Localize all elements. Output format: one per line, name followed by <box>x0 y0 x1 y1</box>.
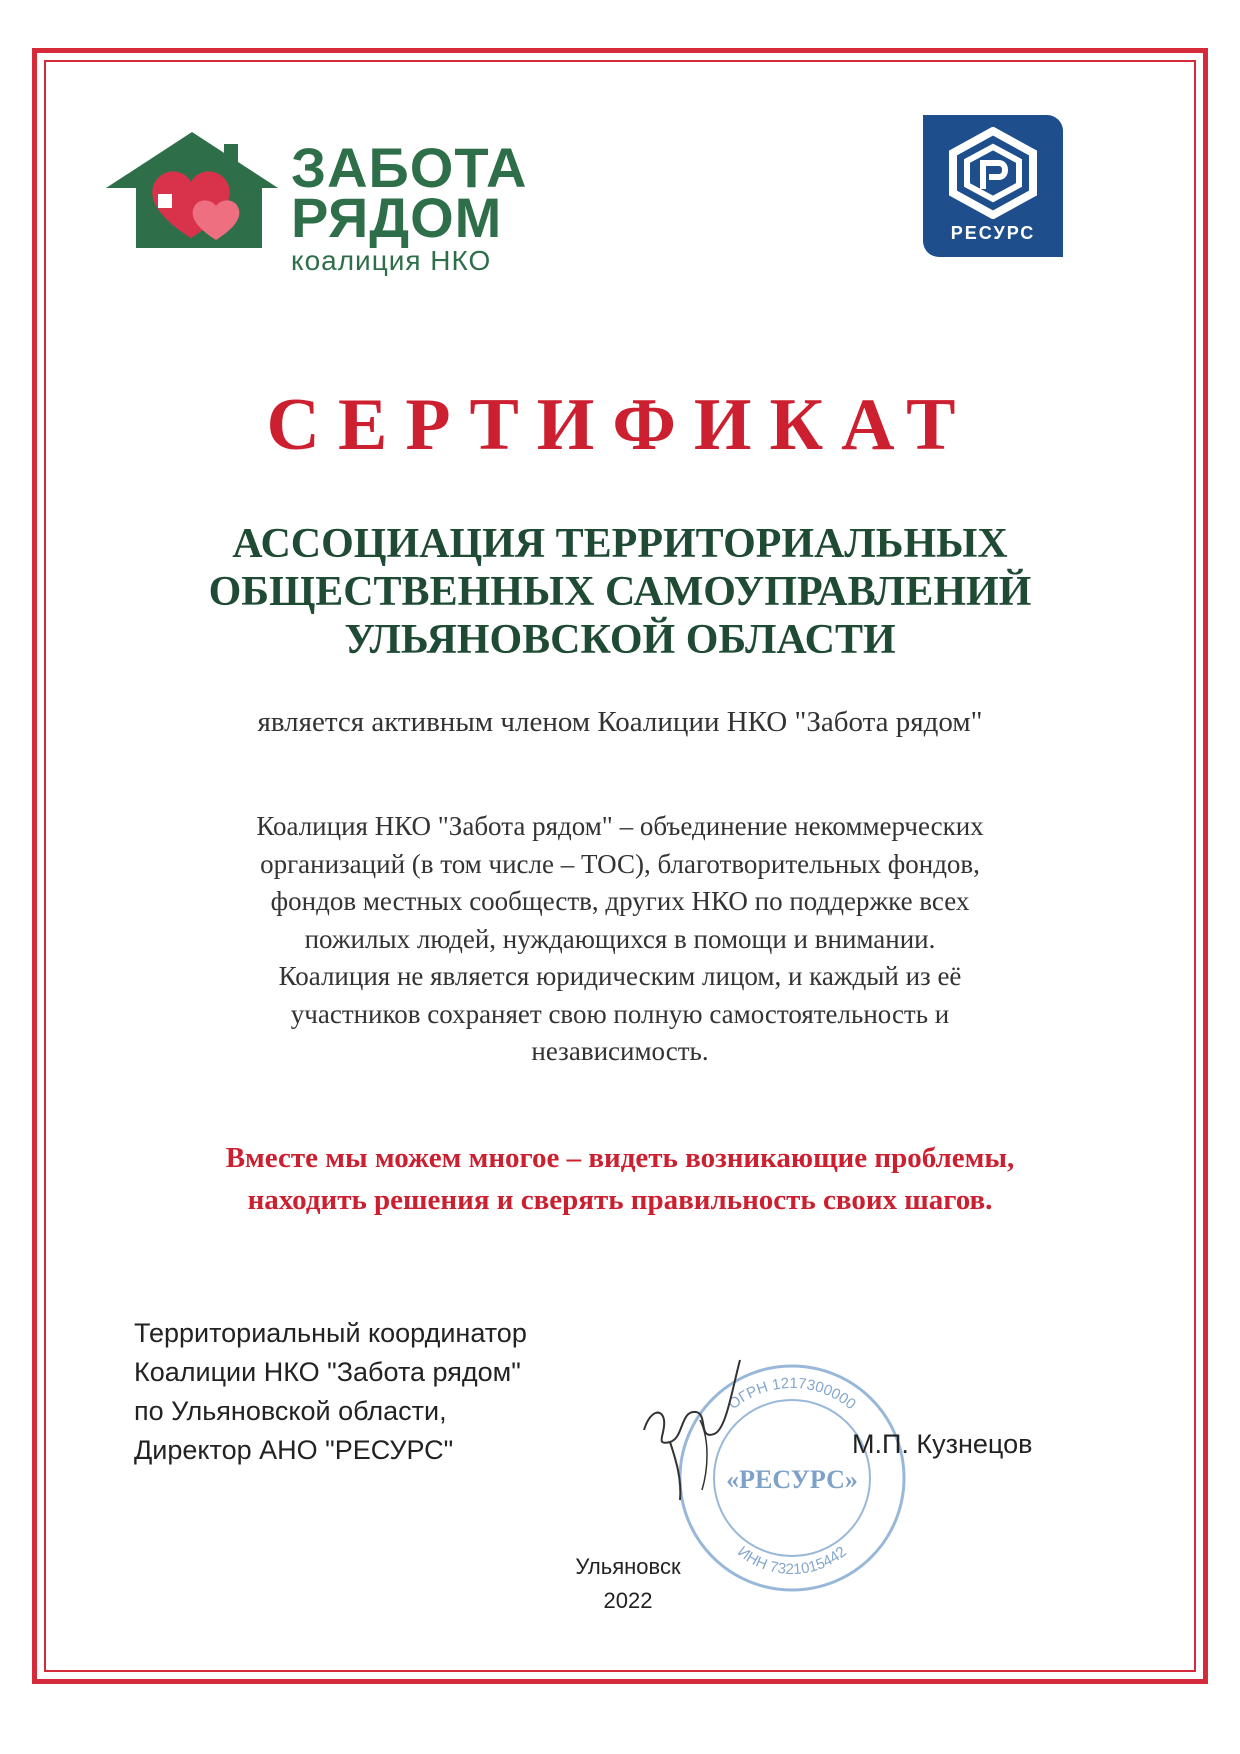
stamp-ring-top: ОГРН 1217300000 <box>725 1374 859 1414</box>
logo-brand-line1: ЗАБОТА <box>291 136 528 199</box>
hexagon-r-icon <box>943 127 1043 219</box>
signer-position <box>134 1314 527 1470</box>
house-heart-icon <box>96 130 286 265</box>
motto-line: находить решения и сверять правильность своих шагов. <box>247 1184 993 1216</box>
stamp-center-text: «РЕСУРС» <box>726 1465 858 1494</box>
membership-statement: является активным членом Коалиции НКО "Забота рядом" <box>257 706 983 738</box>
organization-line: ОБЩЕСТВЕННЫХ САМОУПРАВЛЕНИЙ <box>208 569 1032 615</box>
description-line: фондов местных сообществ, других НКО по поддержке всех <box>270 886 970 916</box>
issue-year: 2022 <box>603 1588 653 1613</box>
coalition-description <box>0 808 1240 1071</box>
signer-line: Директор АНО "РЕСУРС" <box>134 1435 454 1465</box>
organization-line: АССОЦИАЦИЯ ТЕРРИТОРИАЛЬНЫХ <box>232 521 1008 567</box>
certificate-title: СЕРТИФИКАТ <box>266 384 974 466</box>
resurs-logo <box>923 115 1063 257</box>
organization-name <box>0 520 1240 664</box>
svg-text:ИНН 7321015442 <box>734 1543 849 1578</box>
zabota-ryadom-logo <box>96 130 566 276</box>
description-line: участников сохраняет свою полную самостоятельность и <box>290 998 950 1029</box>
organization-line: УЛЬЯНОВСКОЙ ОБЛАСТИ <box>344 617 896 663</box>
logo-brand-line2: РЯДОМ <box>291 186 503 249</box>
resurs-logo-label: РЕСУРС <box>950 223 1036 243</box>
description-line: Коалиция НКО "Забота рядом" – объединение некоммерческих <box>256 811 984 841</box>
signer-name: М.П. Кузнецов <box>852 1429 1033 1459</box>
signer-line: по Ульяновской области, <box>134 1396 447 1426</box>
motto-line: Вместе мы можем многое – видеть возникающие проблемы, <box>225 1142 1015 1174</box>
stamp-ring-bottom: ИНН 7321015442 <box>734 1543 850 1579</box>
description-line: Коалиция не является юридическим лицом, и каждый из её <box>278 961 962 991</box>
motto <box>0 1137 1240 1221</box>
signer-line: Территориальный координатор <box>134 1318 527 1348</box>
description-line: организаций (в том числе – ТОС), благотворительных фондов, <box>260 848 980 879</box>
logo-brand-subtitle: коалиция НКО <box>291 245 492 276</box>
issue-city: Ульяновск <box>575 1554 681 1579</box>
signer-line: Коалиции НКО "Забота рядом" <box>134 1357 521 1387</box>
description-line: независимость. <box>531 1036 709 1066</box>
issue-place-date <box>548 1550 708 1618</box>
description-line: пожилых людей, нуждающихся в помощи и внимании. <box>304 923 936 954</box>
handwritten-signature <box>640 1350 760 1510</box>
